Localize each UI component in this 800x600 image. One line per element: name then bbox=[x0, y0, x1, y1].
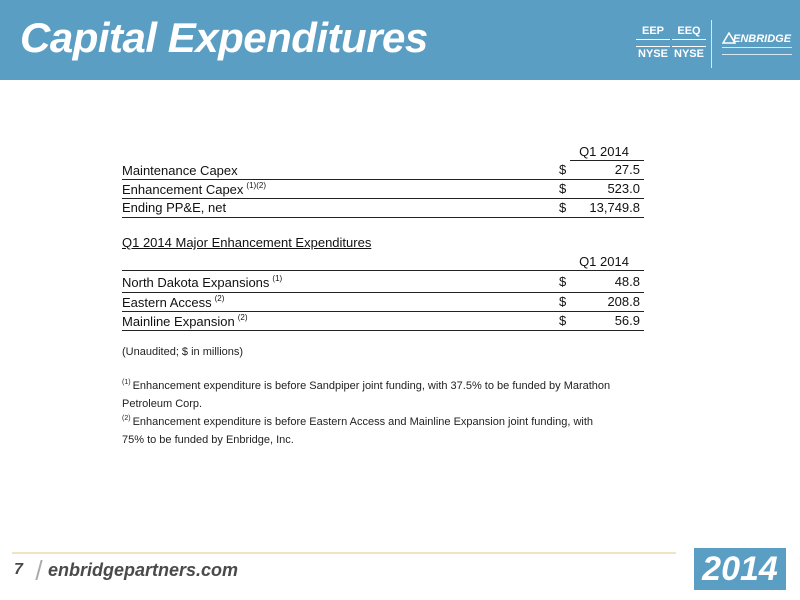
table-row bbox=[122, 198, 644, 218]
footnote-1: $^{(1)}$ Enhancement expenditure is before Sandpiper joint funding, with 37.5% to be funded by Marathon Petroleum Corp. bbox=[122, 379, 611, 410]
row-value: 13,749.8 bbox=[589, 200, 640, 215]
ticker-exchange: NYSE bbox=[674, 48, 704, 60]
row-label: Ending PP&E, net bbox=[122, 200, 227, 215]
ticker-eeq bbox=[672, 26, 706, 60]
footer-separator bbox=[35, 560, 42, 580]
section-title: Q1 2014 Major Enhancement Expenditures bbox=[122, 235, 372, 250]
footnote-2: $^{(2)}$ Enhancement expenditure is before Eastern Access and Mainline Expansion joint funding, with 75% to be funded by Enbridge, Inc. bbox=[122, 415, 594, 446]
row-label: Enhancement Capex $^{(1)(2)}$ bbox=[122, 181, 266, 197]
table-row bbox=[122, 179, 644, 199]
ticker-eep bbox=[636, 26, 670, 60]
footer-rule bbox=[12, 552, 676, 554]
page-title: Capital Expenditures bbox=[20, 14, 428, 61]
row-label: Mainline Expansion $^{(2)}$ bbox=[122, 313, 248, 329]
page-number: 7 bbox=[14, 561, 23, 578]
table-row bbox=[122, 160, 644, 180]
row-currency: $ bbox=[559, 274, 567, 289]
row-value: 48.8 bbox=[614, 274, 640, 289]
table-row bbox=[122, 292, 644, 312]
ticker-symbol: EEP bbox=[641, 25, 664, 37]
table-row bbox=[122, 272, 644, 292]
header-divider bbox=[711, 20, 712, 68]
row-value: 27.5 bbox=[614, 162, 640, 177]
year-badge: 2014 bbox=[694, 548, 786, 590]
row-rule bbox=[122, 217, 644, 218]
ticker-symbol: EEQ bbox=[677, 25, 701, 37]
logo-subtext-lines bbox=[722, 47, 792, 55]
table1-column-header: Q1 2014 bbox=[579, 144, 629, 159]
ticker-listed-band bbox=[672, 39, 706, 47]
unaudited-note: (Unaudited; $ in millions) bbox=[122, 346, 244, 358]
row-currency: $ bbox=[559, 200, 567, 215]
row-value: 56.9 bbox=[614, 313, 640, 328]
row-value: 523.0 bbox=[607, 181, 640, 196]
row-currency: $ bbox=[559, 181, 567, 196]
row-label: Maintenance Capex bbox=[122, 163, 238, 178]
row-label: North Dakota Expansions $^{(1)}$ bbox=[122, 274, 283, 290]
ticker-listed-band bbox=[636, 39, 670, 47]
header-bar bbox=[0, 0, 800, 80]
row-currency: $ bbox=[559, 313, 567, 328]
row-currency: $ bbox=[559, 162, 567, 177]
table2-column-header: Q1 2014 bbox=[579, 254, 629, 269]
row-label: Eastern Access $^{(2)}$ bbox=[122, 294, 225, 310]
row-rule bbox=[122, 270, 644, 271]
enbridge-logo-text: ENBRIDGE bbox=[733, 33, 792, 45]
website-link[interactable]: enbridgepartners.com bbox=[48, 560, 239, 580]
row-rule bbox=[122, 330, 644, 331]
table-row bbox=[122, 311, 644, 331]
row-value: 208.8 bbox=[607, 294, 640, 309]
ticker-exchange: NYSE bbox=[638, 48, 668, 60]
row-currency: $ bbox=[559, 294, 567, 309]
